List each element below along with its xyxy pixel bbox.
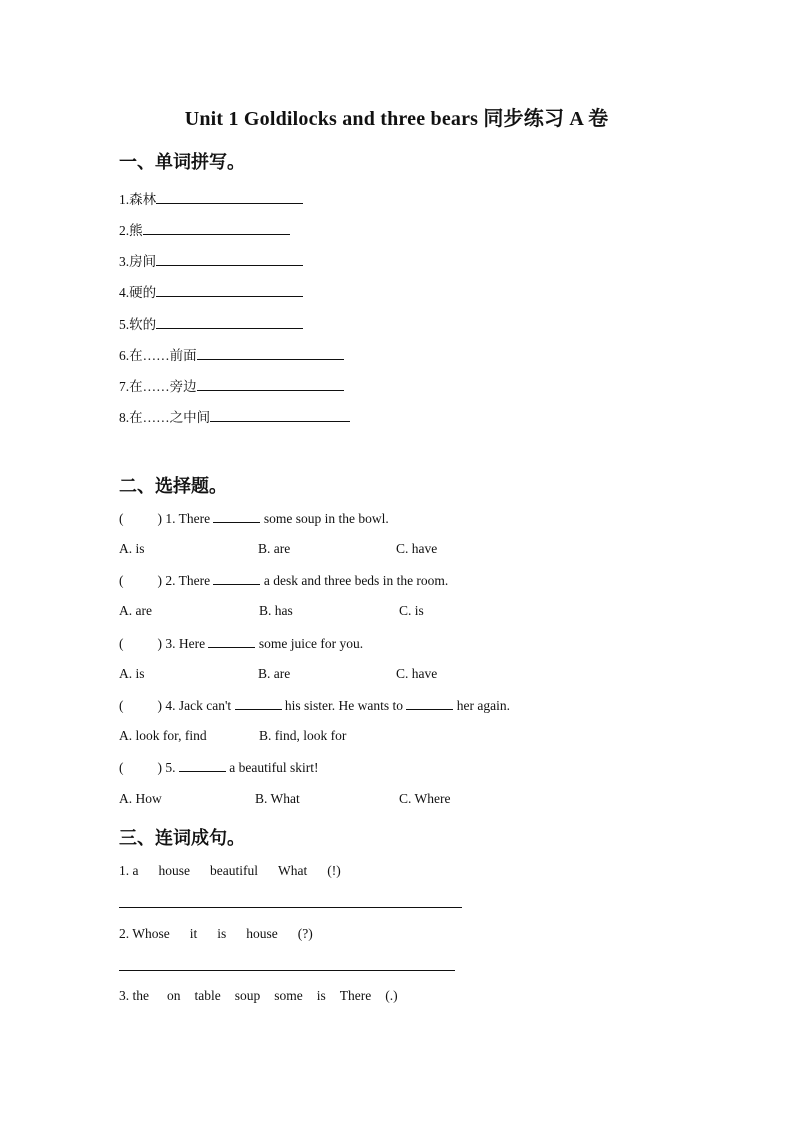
answer-blank[interactable] bbox=[208, 635, 255, 648]
question-text: 1. There bbox=[165, 511, 211, 526]
question-text: a beautiful skirt! bbox=[229, 760, 319, 775]
answer-blank[interactable] bbox=[210, 409, 350, 422]
word-token: (.) bbox=[385, 988, 398, 1003]
answer-blank[interactable] bbox=[197, 378, 344, 391]
section-heading-ordering: 三、连词成句。 bbox=[119, 828, 245, 849]
ordering-question-2 bbox=[119, 926, 333, 942]
question-text: 2. There bbox=[165, 573, 211, 588]
paren-close: ) bbox=[157, 511, 162, 526]
answer-blank[interactable] bbox=[213, 510, 260, 523]
answer-blank[interactable] bbox=[156, 284, 303, 297]
spelling-prompt: 3.房间 bbox=[119, 254, 157, 269]
option-a[interactable]: A. is bbox=[119, 541, 145, 556]
answer-blank[interactable] bbox=[156, 316, 303, 329]
word-token: 2. Whose bbox=[119, 926, 170, 941]
option-b[interactable]: B. find, look for bbox=[259, 728, 347, 743]
word-token: house bbox=[246, 926, 278, 941]
paren-open: ( bbox=[119, 698, 124, 713]
question-text: 4. Jack can't bbox=[165, 698, 232, 713]
answer-blank[interactable] bbox=[156, 253, 303, 266]
spelling-prompt: 1.森林 bbox=[119, 192, 157, 207]
spelling-item-8 bbox=[119, 406, 350, 426]
paren-open: ( bbox=[119, 636, 124, 651]
spelling-item-4 bbox=[119, 281, 303, 301]
word-token: table bbox=[194, 988, 221, 1003]
word-token: (?) bbox=[297, 926, 313, 941]
option-b[interactable]: B. are bbox=[258, 666, 291, 681]
ordering-question-1 bbox=[119, 863, 361, 879]
answer-line[interactable] bbox=[119, 907, 462, 908]
word-token: 3. the bbox=[119, 988, 149, 1003]
question-text: some soup in the bowl. bbox=[263, 511, 389, 526]
choice-question-1 bbox=[119, 510, 389, 527]
paren-close: ) bbox=[157, 573, 162, 588]
paren-open: ( bbox=[119, 511, 124, 526]
choice-question-2 bbox=[119, 572, 448, 589]
option-a[interactable]: A. are bbox=[119, 603, 152, 618]
answer-blank[interactable] bbox=[197, 347, 344, 360]
answer-blank[interactable] bbox=[179, 759, 226, 772]
spelling-prompt: 5.软的 bbox=[119, 317, 157, 332]
word-token: house bbox=[158, 863, 190, 878]
option-a[interactable]: A. How bbox=[119, 791, 162, 806]
spelling-item-2 bbox=[119, 219, 290, 239]
question-text: her again. bbox=[456, 698, 511, 713]
spelling-prompt: 7.在……旁边 bbox=[119, 379, 197, 394]
question-text: a desk and three beds in the room. bbox=[263, 573, 449, 588]
word-token: on bbox=[167, 988, 181, 1003]
answer-blank[interactable] bbox=[143, 222, 290, 235]
option-c[interactable]: C. have bbox=[396, 541, 438, 556]
word-token: (!) bbox=[327, 863, 341, 878]
option-b[interactable]: B. has bbox=[259, 603, 293, 618]
option-c[interactable]: C. is bbox=[399, 603, 424, 618]
section-heading-choice: 二、选择题。 bbox=[119, 476, 227, 497]
paren-open: ( bbox=[119, 760, 124, 775]
paren-close: ) bbox=[157, 636, 162, 651]
section-heading-spelling: 一、单词拼写。 bbox=[119, 152, 245, 173]
paren-close: ) bbox=[157, 698, 162, 713]
option-a[interactable]: A. look for, find bbox=[119, 728, 207, 743]
spelling-prompt: 6.在……前面 bbox=[119, 348, 197, 363]
choice-question-4 bbox=[119, 697, 510, 714]
option-c[interactable]: C. Where bbox=[399, 791, 451, 806]
spelling-item-5 bbox=[119, 313, 303, 333]
paren-open: ( bbox=[119, 573, 124, 588]
question-text: his sister. He wants to bbox=[284, 698, 404, 713]
spelling-prompt: 8.在……之中间 bbox=[119, 410, 211, 425]
word-token: There bbox=[339, 988, 372, 1003]
choice-question-5 bbox=[119, 759, 318, 776]
option-c[interactable]: C. have bbox=[396, 666, 438, 681]
word-token: is bbox=[316, 988, 326, 1003]
answer-blank[interactable] bbox=[156, 191, 303, 204]
paren-close: ) bbox=[157, 760, 162, 775]
word-token: What bbox=[277, 863, 308, 878]
choice-question-3 bbox=[119, 635, 363, 652]
question-text: 5. bbox=[165, 760, 176, 775]
answer-blank[interactable] bbox=[213, 572, 260, 585]
answer-blank[interactable] bbox=[235, 697, 282, 710]
option-b[interactable]: B. What bbox=[255, 791, 300, 806]
question-text: some juice for you. bbox=[258, 636, 364, 651]
option-a[interactable]: A. is bbox=[119, 666, 145, 681]
word-token: is bbox=[217, 926, 227, 941]
option-b[interactable]: B. are bbox=[258, 541, 291, 556]
word-token: some bbox=[274, 988, 303, 1003]
word-token: it bbox=[189, 926, 198, 941]
spelling-item-1 bbox=[119, 188, 303, 208]
page-title: Unit 1 Goldilocks and three bears 同步练习 A 卷 bbox=[184, 108, 609, 130]
answer-line[interactable] bbox=[119, 970, 455, 971]
ordering-question-3 bbox=[119, 988, 418, 1004]
question-text: 3. Here bbox=[165, 636, 206, 651]
spelling-item-7 bbox=[119, 375, 344, 395]
spelling-prompt: 4.硬的 bbox=[119, 285, 157, 300]
spelling-prompt: 2.熊 bbox=[119, 223, 143, 238]
answer-blank[interactable] bbox=[406, 697, 453, 710]
word-token: 1. a bbox=[119, 863, 139, 878]
spelling-item-6 bbox=[119, 344, 344, 364]
word-token: soup bbox=[234, 988, 261, 1003]
word-token: beautiful bbox=[210, 863, 258, 878]
spelling-item-3 bbox=[119, 250, 303, 270]
